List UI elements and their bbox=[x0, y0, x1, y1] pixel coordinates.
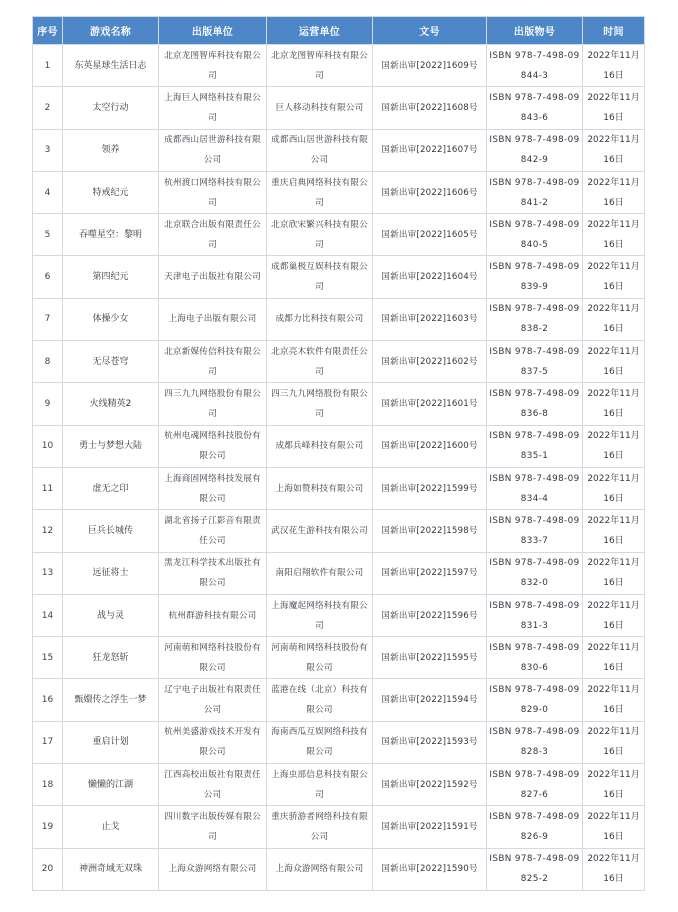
cell-isbn: ISBN 978-7-498-09827-6 bbox=[487, 764, 583, 806]
table-row bbox=[33, 552, 645, 594]
cell-index: 8 bbox=[33, 341, 63, 383]
cell-operator: 上海魔起网络科技有限公司 bbox=[267, 594, 373, 636]
table-body bbox=[33, 45, 645, 891]
cell-approval-number: 国新出审[2022]1591号 bbox=[373, 806, 487, 848]
cell-date: 2022年11月16日 bbox=[583, 764, 645, 806]
cell-game-name: 虚无之印 bbox=[63, 467, 159, 509]
cell-operator: 成都西山居世游科技有限公司 bbox=[267, 129, 373, 171]
cell-operator: 重庆启典网络科技有限公司 bbox=[267, 171, 373, 213]
cell-index: 3 bbox=[33, 129, 63, 171]
cell-publisher: 北京新媒传信科技有限公司 bbox=[159, 341, 267, 383]
cell-game-name: 体操少女 bbox=[63, 298, 159, 340]
cell-date: 2022年11月16日 bbox=[583, 848, 645, 890]
cell-game-name: 止戈 bbox=[63, 806, 159, 848]
cell-isbn: ISBN 978-7-498-09832-0 bbox=[487, 552, 583, 594]
cell-isbn: ISBN 978-7-498-09838-2 bbox=[487, 298, 583, 340]
cell-date: 2022年11月16日 bbox=[583, 425, 645, 467]
cell-publisher: 四川数字出版传媒有限公司 bbox=[159, 806, 267, 848]
table-row bbox=[33, 129, 645, 171]
table-row bbox=[33, 764, 645, 806]
cell-date: 2022年11月16日 bbox=[583, 679, 645, 721]
cell-operator: 南阳启翔软件有限公司 bbox=[267, 552, 373, 594]
cell-publisher: 四三九九网络股份有限公司 bbox=[159, 383, 267, 425]
cell-index: 12 bbox=[33, 510, 63, 552]
cell-isbn: ISBN 978-7-498-09825-2 bbox=[487, 848, 583, 890]
cell-operator: 蓝港在线（北京）科技有限公司 bbox=[267, 679, 373, 721]
cell-index: 11 bbox=[33, 467, 63, 509]
cell-game-name: 狂龙怒斩 bbox=[63, 637, 159, 679]
cell-index: 15 bbox=[33, 637, 63, 679]
cell-isbn: ISBN 978-7-498-09828-3 bbox=[487, 721, 583, 763]
cell-publisher: 湖北省扬子江影音有限责任公司 bbox=[159, 510, 267, 552]
cell-date: 2022年11月16日 bbox=[583, 510, 645, 552]
cell-publisher: 成都西山居世游科技有限公司 bbox=[159, 129, 267, 171]
table-row bbox=[33, 594, 645, 636]
cell-game-name: 神洲奇域无双珠 bbox=[63, 848, 159, 890]
cell-approval-number: 国新出审[2022]1606号 bbox=[373, 171, 487, 213]
cell-approval-number: 国新出审[2022]1597号 bbox=[373, 552, 487, 594]
header-operator: 运营单位 bbox=[267, 17, 373, 45]
cell-isbn: ISBN 978-7-498-09837-5 bbox=[487, 341, 583, 383]
cell-date: 2022年11月16日 bbox=[583, 171, 645, 213]
cell-publisher: 上海众游网络有限公司 bbox=[159, 848, 267, 890]
cell-publisher: 北京联合出版有限责任公司 bbox=[159, 214, 267, 256]
cell-operator: 上海众游网络有限公司 bbox=[267, 848, 373, 890]
cell-operator: 成都兵峰科技有限公司 bbox=[267, 425, 373, 467]
cell-approval-number: 国新出审[2022]1593号 bbox=[373, 721, 487, 763]
cell-date: 2022年11月16日 bbox=[583, 594, 645, 636]
cell-game-name: 远征将士 bbox=[63, 552, 159, 594]
table-row bbox=[33, 214, 645, 256]
cell-operator: 四三九九网络股份有限公司 bbox=[267, 383, 373, 425]
table-header bbox=[33, 17, 645, 45]
cell-date: 2022年11月16日 bbox=[583, 298, 645, 340]
table-row bbox=[33, 383, 645, 425]
cell-operator: 海南西瓜互娱网络科技有限公司 bbox=[267, 721, 373, 763]
cell-index: 13 bbox=[33, 552, 63, 594]
cell-game-name: 第四纪元 bbox=[63, 256, 159, 298]
cell-approval-number: 国新出审[2022]1594号 bbox=[373, 679, 487, 721]
table-row bbox=[33, 45, 645, 87]
header-isbn: 出版物号 bbox=[487, 17, 583, 45]
cell-index: 17 bbox=[33, 721, 63, 763]
table-row bbox=[33, 256, 645, 298]
cell-publisher: 上海电子出版有限公司 bbox=[159, 298, 267, 340]
cell-operator: 成都巢极互娱科技有限公司 bbox=[267, 256, 373, 298]
cell-index: 19 bbox=[33, 806, 63, 848]
header-publisher: 出版单位 bbox=[159, 17, 267, 45]
approval-table-container bbox=[32, 16, 644, 891]
cell-approval-number: 国新出审[2022]1603号 bbox=[373, 298, 487, 340]
header-row bbox=[33, 17, 645, 45]
cell-publisher: 辽宁电子出版社有限责任公司 bbox=[159, 679, 267, 721]
cell-operator: 巨人移动科技有限公司 bbox=[267, 87, 373, 129]
cell-game-name: 懒懒的江湖 bbox=[63, 764, 159, 806]
cell-date: 2022年11月16日 bbox=[583, 256, 645, 298]
cell-isbn: ISBN 978-7-498-09840-5 bbox=[487, 214, 583, 256]
cell-index: 14 bbox=[33, 594, 63, 636]
cell-approval-number: 国新出审[2022]1596号 bbox=[373, 594, 487, 636]
cell-operator: 北京亮木软件有限责任公司 bbox=[267, 341, 373, 383]
game-approval-table bbox=[32, 16, 645, 891]
cell-operator: 北京欣宋繁兴科技有限公司 bbox=[267, 214, 373, 256]
cell-index: 16 bbox=[33, 679, 63, 721]
table-row bbox=[33, 298, 645, 340]
cell-isbn: ISBN 978-7-498-09830-6 bbox=[487, 637, 583, 679]
cell-operator: 重庆骄游者网络科技有限公司 bbox=[267, 806, 373, 848]
cell-date: 2022年11月16日 bbox=[583, 383, 645, 425]
cell-publisher: 黑龙江科学技术出版社有限公司 bbox=[159, 552, 267, 594]
cell-isbn: ISBN 978-7-498-09836-8 bbox=[487, 383, 583, 425]
cell-publisher: 上海巨人网络科技有限公司 bbox=[159, 87, 267, 129]
cell-approval-number: 国新出审[2022]1592号 bbox=[373, 764, 487, 806]
cell-isbn: ISBN 978-7-498-09843-6 bbox=[487, 87, 583, 129]
cell-approval-number: 国新出审[2022]1600号 bbox=[373, 425, 487, 467]
cell-index: 10 bbox=[33, 425, 63, 467]
table-row bbox=[33, 848, 645, 890]
cell-operator: 上海如赞科技有限公司 bbox=[267, 467, 373, 509]
cell-publisher: 杭州美盛游戏技术开发有限公司 bbox=[159, 721, 267, 763]
header-index: 序号 bbox=[33, 17, 63, 45]
cell-date: 2022年11月16日 bbox=[583, 467, 645, 509]
table-row bbox=[33, 341, 645, 383]
cell-publisher: 天津电子出版社有限公司 bbox=[159, 256, 267, 298]
cell-game-name: 太空行动 bbox=[63, 87, 159, 129]
cell-game-name: 火线精英2 bbox=[63, 383, 159, 425]
cell-index: 4 bbox=[33, 171, 63, 213]
cell-date: 2022年11月16日 bbox=[583, 721, 645, 763]
cell-publisher: 北京龙图智库科技有限公司 bbox=[159, 45, 267, 87]
cell-game-name: 领养 bbox=[63, 129, 159, 171]
cell-approval-number: 国新出审[2022]1604号 bbox=[373, 256, 487, 298]
cell-game-name: 战与灵 bbox=[63, 594, 159, 636]
cell-game-name: 甄嬛传之浮生一梦 bbox=[63, 679, 159, 721]
cell-operator: 北京龙图智库科技有限公司 bbox=[267, 45, 373, 87]
table-row bbox=[33, 679, 645, 721]
cell-publisher: 杭州电魂网络科技股份有限公司 bbox=[159, 425, 267, 467]
cell-isbn: ISBN 978-7-498-09831-3 bbox=[487, 594, 583, 636]
cell-isbn: ISBN 978-7-498-09844-3 bbox=[487, 45, 583, 87]
cell-date: 2022年11月16日 bbox=[583, 637, 645, 679]
cell-game-name: 无尽苍穹 bbox=[63, 341, 159, 383]
cell-isbn: ISBN 978-7-498-09826-9 bbox=[487, 806, 583, 848]
cell-operator: 河南萌和网络科技股份有限公司 bbox=[267, 637, 373, 679]
cell-approval-number: 国新出审[2022]1605号 bbox=[373, 214, 487, 256]
table-row bbox=[33, 467, 645, 509]
header-game-name: 游戏名称 bbox=[63, 17, 159, 45]
table-row bbox=[33, 425, 645, 467]
cell-operator: 上海虫部信息科技有限公司 bbox=[267, 764, 373, 806]
cell-publisher: 杭州渡口网络科技有限公司 bbox=[159, 171, 267, 213]
cell-index: 1 bbox=[33, 45, 63, 87]
cell-index: 6 bbox=[33, 256, 63, 298]
table-row bbox=[33, 637, 645, 679]
cell-game-name: 东英星球生活日志 bbox=[63, 45, 159, 87]
table-row bbox=[33, 171, 645, 213]
cell-approval-number: 国新出审[2022]1598号 bbox=[373, 510, 487, 552]
cell-index: 2 bbox=[33, 87, 63, 129]
table-row bbox=[33, 721, 645, 763]
cell-date: 2022年11月16日 bbox=[583, 129, 645, 171]
cell-isbn: ISBN 978-7-498-09841-2 bbox=[487, 171, 583, 213]
cell-game-name: 勇士与梦想大陆 bbox=[63, 425, 159, 467]
cell-isbn: ISBN 978-7-498-09842-9 bbox=[487, 129, 583, 171]
cell-isbn: ISBN 978-7-498-09835-1 bbox=[487, 425, 583, 467]
cell-date: 2022年11月16日 bbox=[583, 552, 645, 594]
header-date: 时间 bbox=[583, 17, 645, 45]
cell-index: 18 bbox=[33, 764, 63, 806]
cell-isbn: ISBN 978-7-498-09829-0 bbox=[487, 679, 583, 721]
cell-date: 2022年11月16日 bbox=[583, 806, 645, 848]
table-row bbox=[33, 806, 645, 848]
header-approval-number: 文号 bbox=[373, 17, 487, 45]
cell-date: 2022年11月16日 bbox=[583, 214, 645, 256]
cell-approval-number: 国新出审[2022]1602号 bbox=[373, 341, 487, 383]
cell-approval-number: 国新出审[2022]1595号 bbox=[373, 637, 487, 679]
cell-game-name: 吞噬星空：黎明 bbox=[63, 214, 159, 256]
table-row bbox=[33, 87, 645, 129]
cell-publisher: 杭州群游科技有限公司 bbox=[159, 594, 267, 636]
cell-game-name: 巨兵长城传 bbox=[63, 510, 159, 552]
cell-game-name: 重启计划 bbox=[63, 721, 159, 763]
cell-index: 7 bbox=[33, 298, 63, 340]
cell-publisher: 上海商固网络科技发展有限公司 bbox=[159, 467, 267, 509]
cell-approval-number: 国新出审[2022]1599号 bbox=[373, 467, 487, 509]
cell-approval-number: 国新出审[2022]1590号 bbox=[373, 848, 487, 890]
cell-date: 2022年11月16日 bbox=[583, 45, 645, 87]
cell-isbn: ISBN 978-7-498-09834-4 bbox=[487, 467, 583, 509]
cell-approval-number: 国新出审[2022]1607号 bbox=[373, 129, 487, 171]
cell-operator: 武汉花生游科技有限公司 bbox=[267, 510, 373, 552]
cell-game-name: 特戒纪元 bbox=[63, 171, 159, 213]
cell-isbn: ISBN 978-7-498-09833-7 bbox=[487, 510, 583, 552]
cell-index: 9 bbox=[33, 383, 63, 425]
cell-publisher: 江西高校出版社有限责任公司 bbox=[159, 764, 267, 806]
cell-publisher: 河南萌和网络科技股份有限公司 bbox=[159, 637, 267, 679]
cell-operator: 成都力比科技有限公司 bbox=[267, 298, 373, 340]
cell-index: 20 bbox=[33, 848, 63, 890]
cell-approval-number: 国新出审[2022]1609号 bbox=[373, 45, 487, 87]
cell-date: 2022年11月16日 bbox=[583, 87, 645, 129]
cell-index: 5 bbox=[33, 214, 63, 256]
cell-approval-number: 国新出审[2022]1608号 bbox=[373, 87, 487, 129]
cell-isbn: ISBN 978-7-498-09839-9 bbox=[487, 256, 583, 298]
cell-approval-number: 国新出审[2022]1601号 bbox=[373, 383, 487, 425]
table-row bbox=[33, 510, 645, 552]
cell-date: 2022年11月16日 bbox=[583, 341, 645, 383]
